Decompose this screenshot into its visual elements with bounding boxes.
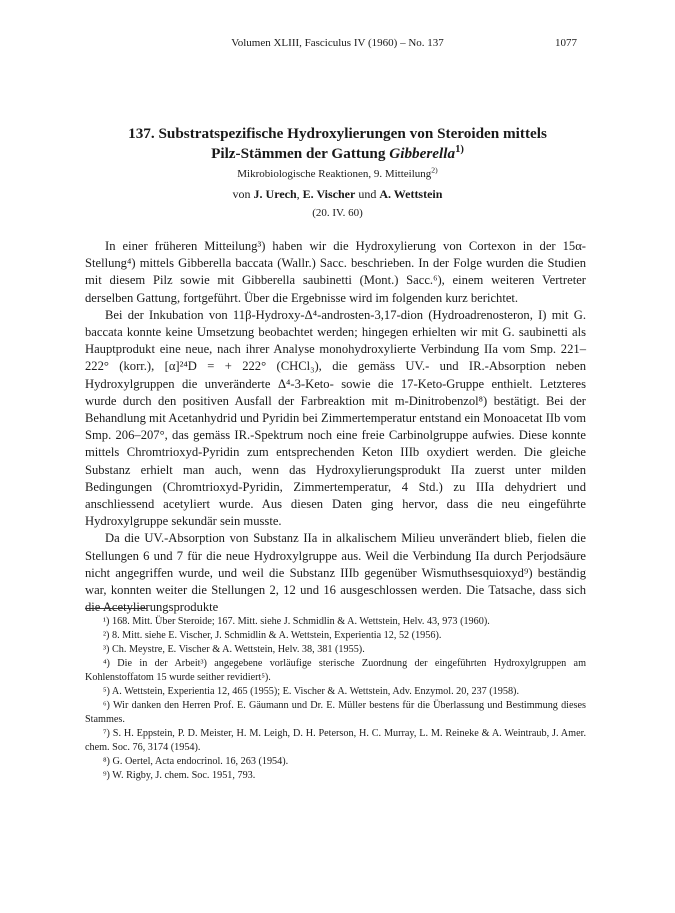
- footnote-2: ²) 8. Mitt. siehe E. Vischer, J. Schmidlin & A. Wettstein, Experientia 12, 52 (1956).: [103, 630, 442, 641]
- article-subtitle: [100, 165, 575, 180]
- footnote-8: ⁸) G. Oertel, Acta endocrinol. 16, 263 (1954).: [103, 756, 289, 767]
- article-date: (20. IV. 60): [312, 207, 363, 219]
- author-1: J. Urech: [253, 187, 297, 201]
- authors-und: und: [358, 187, 377, 201]
- title-footnote-number: 1: [455, 143, 461, 155]
- subtitle-footnote-marker: 2): [431, 165, 438, 175]
- title-line-1: 137. Substratspezifische Hydroxylierungen von Steroiden mittels: [128, 125, 547, 142]
- footnote-1: ¹) 168. Mitt. Über Steroide; 167. Mitt. siehe J. Schmidlin & A. Wettstein, Helv. 43, 973 (1960).: [103, 616, 490, 627]
- author-3: A. Wettstein: [379, 187, 443, 201]
- page-number: 1077: [555, 37, 577, 49]
- authors-von: von: [232, 187, 251, 201]
- title-line-2: [100, 144, 575, 164]
- footnote-5: ⁵) A. Wettstein, Experientia 12, 465 (1955); E. Vischer & A. Wettstein, Adv. Enzymol. 20, 237 (1958).: [103, 686, 519, 697]
- article-body: [85, 238, 586, 616]
- article-title: [100, 124, 575, 164]
- title-line-2-prefix: Pilz-Stämmen der Gattung: [211, 145, 390, 162]
- running-head: [0, 37, 675, 53]
- footnote-6: ⁶) Wir danken den Herren Prof. E. Gäumann und Dr. E. Müller bestens für die Überlassung und Bestimmung dieses Stammes.: [85, 700, 586, 725]
- title-genus: Gibberella: [389, 145, 456, 162]
- footnote-rule: [85, 608, 147, 609]
- subtitle-text: Mikrobiologische Reaktionen, 9. Mitteilung: [237, 168, 432, 180]
- footnotes: [85, 615, 586, 783]
- footnote-4: ⁴) Die in der Arbeit³) angegebene vorläufige sterische Zuordnung der eingeführten Hydroxylgruppen am Kohlenstoffatom 15 wurde seither revidiert⁵).: [85, 658, 586, 683]
- body-paragraph-3: Da die UV.-Absorption von Substanz IIa in alkalischem Milieu unverändert blieb, fielen die Stellungen 6 und 7 für die neue Hydroxylgruppe aus. Weil die Verbindung IIa durch Perjodsäure nicht angegriffen wurde, und weil die Substanz IIIb gegenüber Wismuthsesquioxyd⁹) beständig war, konnten weiter die Stellungen 2, 12 und 16 ausgeschlossen werden. Die Tatsache, dass sich die Acetylierungsprodukte: [85, 531, 586, 615]
- author-2: E. Vischer: [302, 187, 356, 201]
- body-paragraph-2: Bei der Inkubation von 11β-Hydroxy-Δ⁴-androsten-3,17-dion (Hydroadrenosteron, I) mit G. baccata konnte keine Umsetzung beobachtet werden; hingegen erhielten wir mit G. saubinetti als Hauptprodukt eine neue, nach ihrer Analyse monohydroxylierte Verbindung IIa vom Smp. 221–222° (korr.), [α]²⁴D = + 222° (CHCl₃), die gemäss UV.- und IR.-Absorption neben Hydroxylgruppen die unveränderte Δ⁴-3-Keto- sowie die 17-Keto-Gruppe enthielt. Letzteres wurde durch den positiven Ausfall der Farbreaktion mit m-Dinitrobenzol⁸) bestätigt. Bei der Behandlung mit Acetanhydrid und Pyridin bei Zimmertemperatur entstand ein Monoacetat IIb vom Smp. 206–207°, das gemäss IR.-Spektrum noch eine freie Carbinolgruppe aufwies. Diese konnte mittels Chromtrioxyd-Pyridin zum entsprechenden Keton IIIb oxydiert werden. Die gleiche Substanz erhielt man auch, wenn das Hydroxylierungsprodukt IIa zuerst unter milden Bedingungen (Chromtrioxyd-Pyridin, Zimmertemperatur, 4 Std.) zu IIIa dehydriert und anschliessend acetyliert wurde. Aus diesen Daten ging hervor, dass die neu eingeführte Hydroxylgruppe sekundär sein musste.: [85, 307, 586, 529]
- journal-volume: Volumen XLIII, Fasciculus IV (1960) – No. 137: [231, 37, 444, 49]
- footnote-7: ⁷) S. H. Eppstein, P. D. Meister, H. M. Leigh, D. H. Peterson, H. C. Murray, L. M. Reineke & A. Weintraub, J. Amer. chem. Soc. 76, 3174 (1954).: [85, 728, 586, 753]
- article-authors: von J. Urech, E. Vischer und A. Wettstein: [232, 187, 443, 201]
- body-paragraph-1: In einer früheren Mitteilung³) haben wir die Hydroxylierung von Cortexon in der 15α-Stellung⁴) mittels Gibberella baccata (Wallr.) Sacc. beschrieben. In der Folge wurden die Studien mit diesem Pilz sowie mit Gibberella saubinetti (Mont.) Sacc.⁶), einem weiteren Vertreter derselben Gattung, fortgeführt. Über die Ergebnisse wird im folgenden kurz berichtet.: [85, 239, 586, 305]
- footnote-3: ³) Ch. Meystre, E. Vischer & A. Wettstein, Helv. 38, 381 (1955).: [103, 644, 365, 655]
- footnote-9: ⁹) W. Rigby, J. chem. Soc. 1951, 793.: [103, 770, 256, 781]
- title-footnote-marker: 1): [455, 143, 464, 155]
- subtitle-footnote-number: 2: [431, 165, 436, 175]
